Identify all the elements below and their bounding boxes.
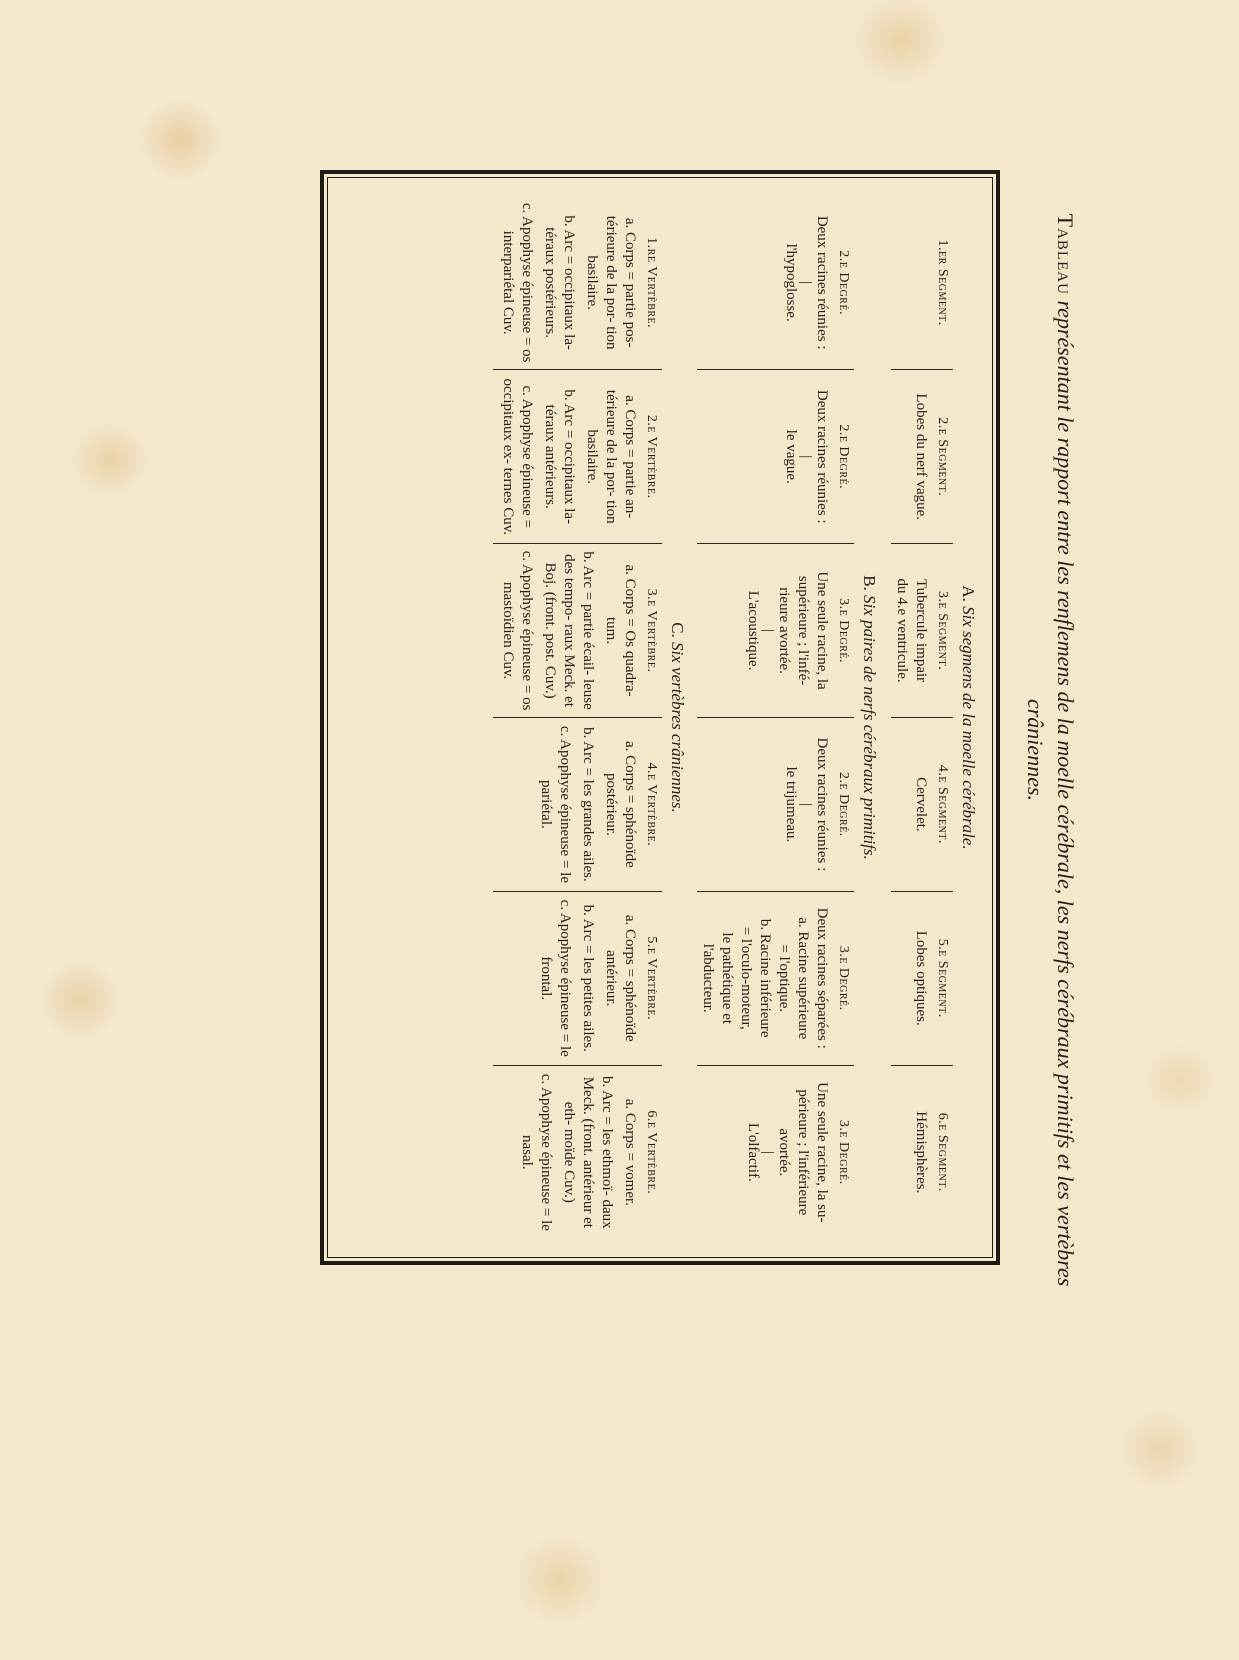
segment-line: du 4.e ventricule. xyxy=(894,578,910,683)
title-text: représentant le rapport entre les renflemens de la moelle cérébrale, les nerfs cérébraux primitifs et les vertèbres crâniennes. xyxy=(1023,300,1078,1287)
vertebra-part-b: b. Arc = les grandes ailes. xyxy=(580,727,596,882)
segment-cell xyxy=(891,544,953,718)
vertebra-heading: 3.e Vertèbre. xyxy=(644,588,659,673)
nerve-degree-line: avortée. xyxy=(776,1128,792,1177)
segment-line: Lobes optiques. xyxy=(913,930,929,1026)
nerve-degree-cell xyxy=(697,1065,854,1239)
section-a-heading: A. Six segmens de la moelle cérébrale. xyxy=(959,585,978,850)
vertebra-cell xyxy=(493,1065,662,1239)
table-frame-inner xyxy=(327,177,993,1258)
vertebra-cell xyxy=(493,370,662,544)
segment-cell xyxy=(891,370,953,544)
segment-cell xyxy=(891,717,953,891)
vertebra-part-b: b. Arc = les petites ailes. xyxy=(580,904,596,1052)
nerve-degree-line: le pathétique et xyxy=(719,932,735,1025)
rotated-table-page xyxy=(290,170,1080,1330)
vertebra-part-a: a. Corps = Os quadra- tum. xyxy=(603,564,638,697)
segment-line: Hémisphères. xyxy=(913,1111,929,1194)
nerve-degree-heading: 2.e Degré. xyxy=(836,771,851,837)
vertebra-part-c: c. Apophyse épineuse = os mastoïdien Cuv. xyxy=(500,550,535,711)
segment-cell xyxy=(891,196,953,370)
vertebra-heading: 1.re Vertèbre. xyxy=(644,237,659,329)
nerve-degree-line: rieure avortée. xyxy=(776,587,792,674)
nerve-degree-line: Deux racines réunies : xyxy=(814,215,830,350)
page-title xyxy=(1006,190,1080,1310)
vertebra-part-c: c. Apophyse épineuse = le pariétal. xyxy=(538,725,573,883)
vertebra-cell xyxy=(493,717,662,891)
nerve-degree-cell xyxy=(697,544,854,718)
nerve-degree-line: Deux racines réunies : xyxy=(814,389,830,524)
vertebra-heading: 2.e Vertèbre. xyxy=(644,414,659,499)
table-frame xyxy=(320,170,1000,1265)
vertebrae-table xyxy=(493,196,662,1239)
nerve-degree-heading: 2.e Degré. xyxy=(836,424,851,490)
nerve-degree-line: le vague. xyxy=(783,429,799,484)
vertebra-cell xyxy=(493,196,662,370)
nerve-degree-line: l'hypoglosse. xyxy=(783,243,799,322)
section-b-heading: B. Six paires de nerfs cérébraux primitifs. xyxy=(860,575,879,860)
segment-heading: 6.e Segment. xyxy=(935,1112,950,1192)
segment-heading: 1.er Segment. xyxy=(935,239,950,326)
nerve-degree-line: l'abducteur. xyxy=(700,943,716,1013)
vertebra-part-a: a. Corps = sphénoïde antérieur. xyxy=(603,914,638,1042)
nerve-degree-line: L'acoustique. xyxy=(745,590,761,671)
section-c-heading: C. Six vertèbres crâniennes. xyxy=(668,622,687,813)
vertebra-part-a: a. Corps = sphénoïde postérieur. xyxy=(603,741,638,868)
segments-table xyxy=(891,196,953,1239)
connector-bar: | xyxy=(798,455,814,459)
bleed-through-texture xyxy=(330,150,334,168)
nerve-degree-line: Une seule racine, la su- xyxy=(814,1082,830,1223)
vertebra-part-c: c. Apophyse épineuse = le frontal. xyxy=(538,899,573,1057)
vertebra-part-c: c. Apophyse épineuse = le nasal. xyxy=(519,1073,554,1231)
nerve-degree-cell xyxy=(697,370,854,544)
nerve-degree-cell xyxy=(697,196,854,370)
vertebra-part-a: a. Corps = partie an- térieure de la por- tion basilaire. xyxy=(584,389,638,524)
segment-heading: 3.e Segment. xyxy=(935,591,950,671)
connector-bar: | xyxy=(760,629,776,633)
title-lead: Tableau xyxy=(1053,213,1078,295)
vertebra-heading: 5.e Vertèbre. xyxy=(644,936,659,1021)
nerve-degree-line: a. Racine supérieure xyxy=(795,917,811,1040)
nerves-table xyxy=(697,196,854,1239)
connector-bar: | xyxy=(798,281,814,285)
nerve-degree-line: Une seule racine, la xyxy=(814,571,830,690)
segment-cell xyxy=(891,891,953,1065)
vertebra-part-b: b. Arc = occipitaux la- téraux antérieurs. xyxy=(542,389,577,525)
vertebra-part-c: c. Apophyse épineuse = occipitaux ex- ternes Cuv. xyxy=(500,378,535,535)
vertebra-cell xyxy=(493,891,662,1065)
nerve-degree-line: Deux racines séparées : xyxy=(814,907,830,1049)
nerve-degree-heading: 3.e Degré. xyxy=(836,598,851,663)
nerve-degree-line: supérieure ; l'infé- xyxy=(795,575,811,686)
vertebra-part-a: a. Corps = vomer. xyxy=(622,1098,638,1206)
connector-bar: | xyxy=(760,1150,776,1154)
nerve-degree-heading: 3.e Degré. xyxy=(836,1119,851,1185)
nerve-degree-line: b. Racine inférieure xyxy=(757,918,773,1038)
nerve-degree-heading: 3.e Degré. xyxy=(836,945,851,1011)
nerve-degree-heading: 2.e Degré. xyxy=(836,250,851,316)
segment-line: Tubercule impair xyxy=(913,578,929,683)
segment-heading: 2.e Segment. xyxy=(935,417,950,497)
segment-heading: 5.e Segment. xyxy=(935,938,950,1018)
vertebra-part-a: a. Corps = partie pos- térieure de la por- tion basilaire. xyxy=(584,215,638,350)
vertebra-cell xyxy=(493,544,662,718)
segment-heading: 4.e Segment. xyxy=(935,764,950,844)
segment-cell xyxy=(891,1065,953,1239)
nerve-degree-line: L'olfactif. xyxy=(745,1122,761,1182)
nerve-degree-line: = l'optique. xyxy=(776,944,792,1013)
vertebra-part-b: b. Arc = occipitaux la- téraux postérieurs. xyxy=(542,215,577,350)
connector-bar: | xyxy=(798,802,814,806)
segment-line: Cervelet. xyxy=(913,777,929,832)
nerve-degree-cell xyxy=(697,717,854,891)
nerve-degree-line: le trijumeau. xyxy=(783,766,799,843)
vertebra-part-b: b. Arc = partie écail- leuse des tempo- raux Meck. et Boj. (front. post. Cuv.) xyxy=(542,551,596,710)
nerve-degree-line: périeure ; l'inférieure xyxy=(795,1089,811,1216)
vertebra-heading: 4.e Vertèbre. xyxy=(644,762,659,847)
segment-line: Lobes du nerf vague. xyxy=(913,393,929,521)
nerve-degree-line: Deux racines réunies : xyxy=(814,737,830,872)
vertebra-part-b: b. Arc = les ethmoï- daux Meck. (front. antérieur et eth- moïde Cuv.) xyxy=(561,1076,615,1229)
vertebra-part-c: c. Apophyse épineuse = os interpariétal Cuv. xyxy=(500,202,535,363)
nerve-degree-cell xyxy=(697,891,854,1065)
nerve-degree-line: = l'oculo-moteur, xyxy=(738,926,754,1030)
vertebra-heading: 6.e Vertèbre. xyxy=(644,1110,659,1195)
